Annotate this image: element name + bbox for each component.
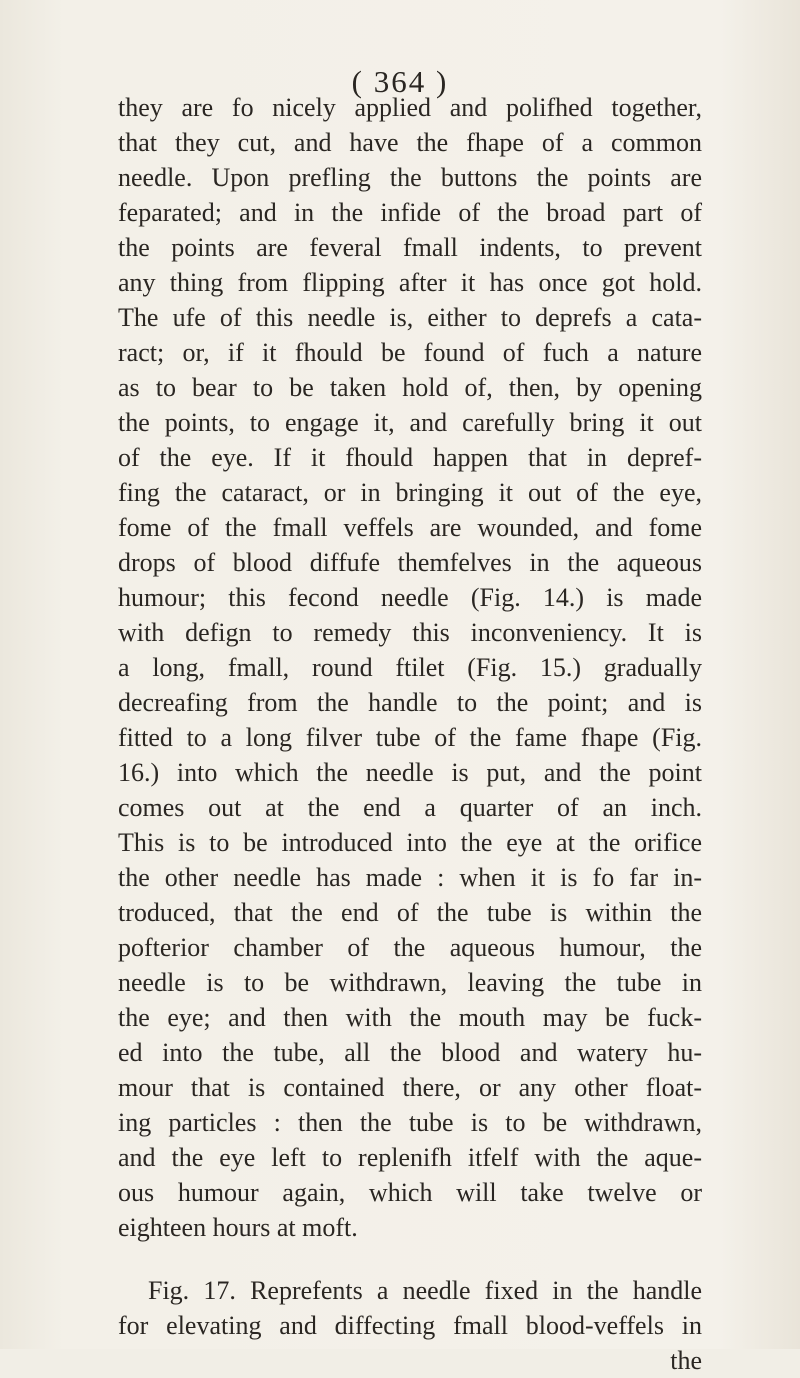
text-line: 16.) into which the needle is put, and the point xyxy=(118,758,702,787)
text-line: comes out at the end a quarter of an inch. xyxy=(118,793,702,822)
paragraph-1 xyxy=(118,90,702,1245)
text-line: they are fo nicely applied and polifhed together, xyxy=(118,93,702,122)
text-line: the points, to engage it, and carefully bring it out xyxy=(118,408,702,437)
text-line: mour that is contained there, or any other float- xyxy=(118,1073,702,1102)
text-line: a long, fmall, round ftilet (Fig. 15.) gradually xyxy=(118,653,702,682)
text-line: ract; or, if it fhould be found of fuch a nature xyxy=(118,338,702,367)
text-line: as to bear to be taken hold of, then, by opening xyxy=(118,373,702,402)
text-line: decreafing from the handle to the point; and is xyxy=(118,688,702,717)
paragraph-2 xyxy=(118,1273,702,1378)
text-line: with defign to remedy this inconveniency. It is xyxy=(118,618,702,647)
text-line: the eye; and then with the mouth may be fuck- xyxy=(118,1003,702,1032)
text-line: This is to be introduced into the eye at the orifice xyxy=(118,828,702,857)
text-line: fitted to a long filver tube of the fame fhape (Fig. xyxy=(118,723,702,752)
text-line: the other needle has made : when it is fo far in- xyxy=(118,863,702,892)
text-line: fing the cataract, or in bringing it out of the eye, xyxy=(118,478,702,507)
text-line: needle. Upon prefling the buttons the points are xyxy=(118,163,702,192)
text-line: that they cut, and have the fhape of a common xyxy=(118,128,702,157)
text-line: ous humour again, which will take twelve or xyxy=(118,1178,702,1207)
text-line: Fig. 17. Reprefents a needle fixed in the handle xyxy=(148,1276,702,1305)
text-line: for elevating and diffecting fmall blood-veffels in xyxy=(118,1311,702,1340)
text-line: drops of blood diffufe themfelves in the aqueous xyxy=(118,548,702,577)
text-line: pofterior chamber of the aqueous humour, the xyxy=(118,933,702,962)
text-line: any thing from flipping after it has once got hold. xyxy=(118,268,702,297)
catchword: the xyxy=(670,1346,702,1375)
body-text xyxy=(118,90,702,1378)
text-line: ing particles : then the tube is to be withdrawn, xyxy=(118,1108,702,1137)
text-line: the points are feveral fmall indents, to prevent xyxy=(118,233,702,262)
text-line: and the eye left to replenifh itfelf with the aque- xyxy=(118,1143,702,1172)
text-line: fome of the fmall veffels are wounded, and fome xyxy=(118,513,702,542)
text-line: feparated; and in the infide of the broad part of xyxy=(118,198,702,227)
text-line: The ufe of this needle is, either to deprefs a cata- xyxy=(118,303,702,332)
text-line: needle is to be withdrawn, leaving the tube in xyxy=(118,968,702,997)
text-line: of the eye. If it fhould happen that in depref- xyxy=(118,443,702,472)
text-line: humour; this fecond needle (Fig. 14.) is made xyxy=(118,583,702,612)
text-line: ed into the tube, all the blood and watery hu- xyxy=(118,1038,702,1067)
page-number: ( 364 ) xyxy=(351,64,449,99)
text-line: troduced, that the end of the tube is within the xyxy=(118,898,702,927)
text-line: eighteen hours at moft. xyxy=(118,1213,358,1242)
